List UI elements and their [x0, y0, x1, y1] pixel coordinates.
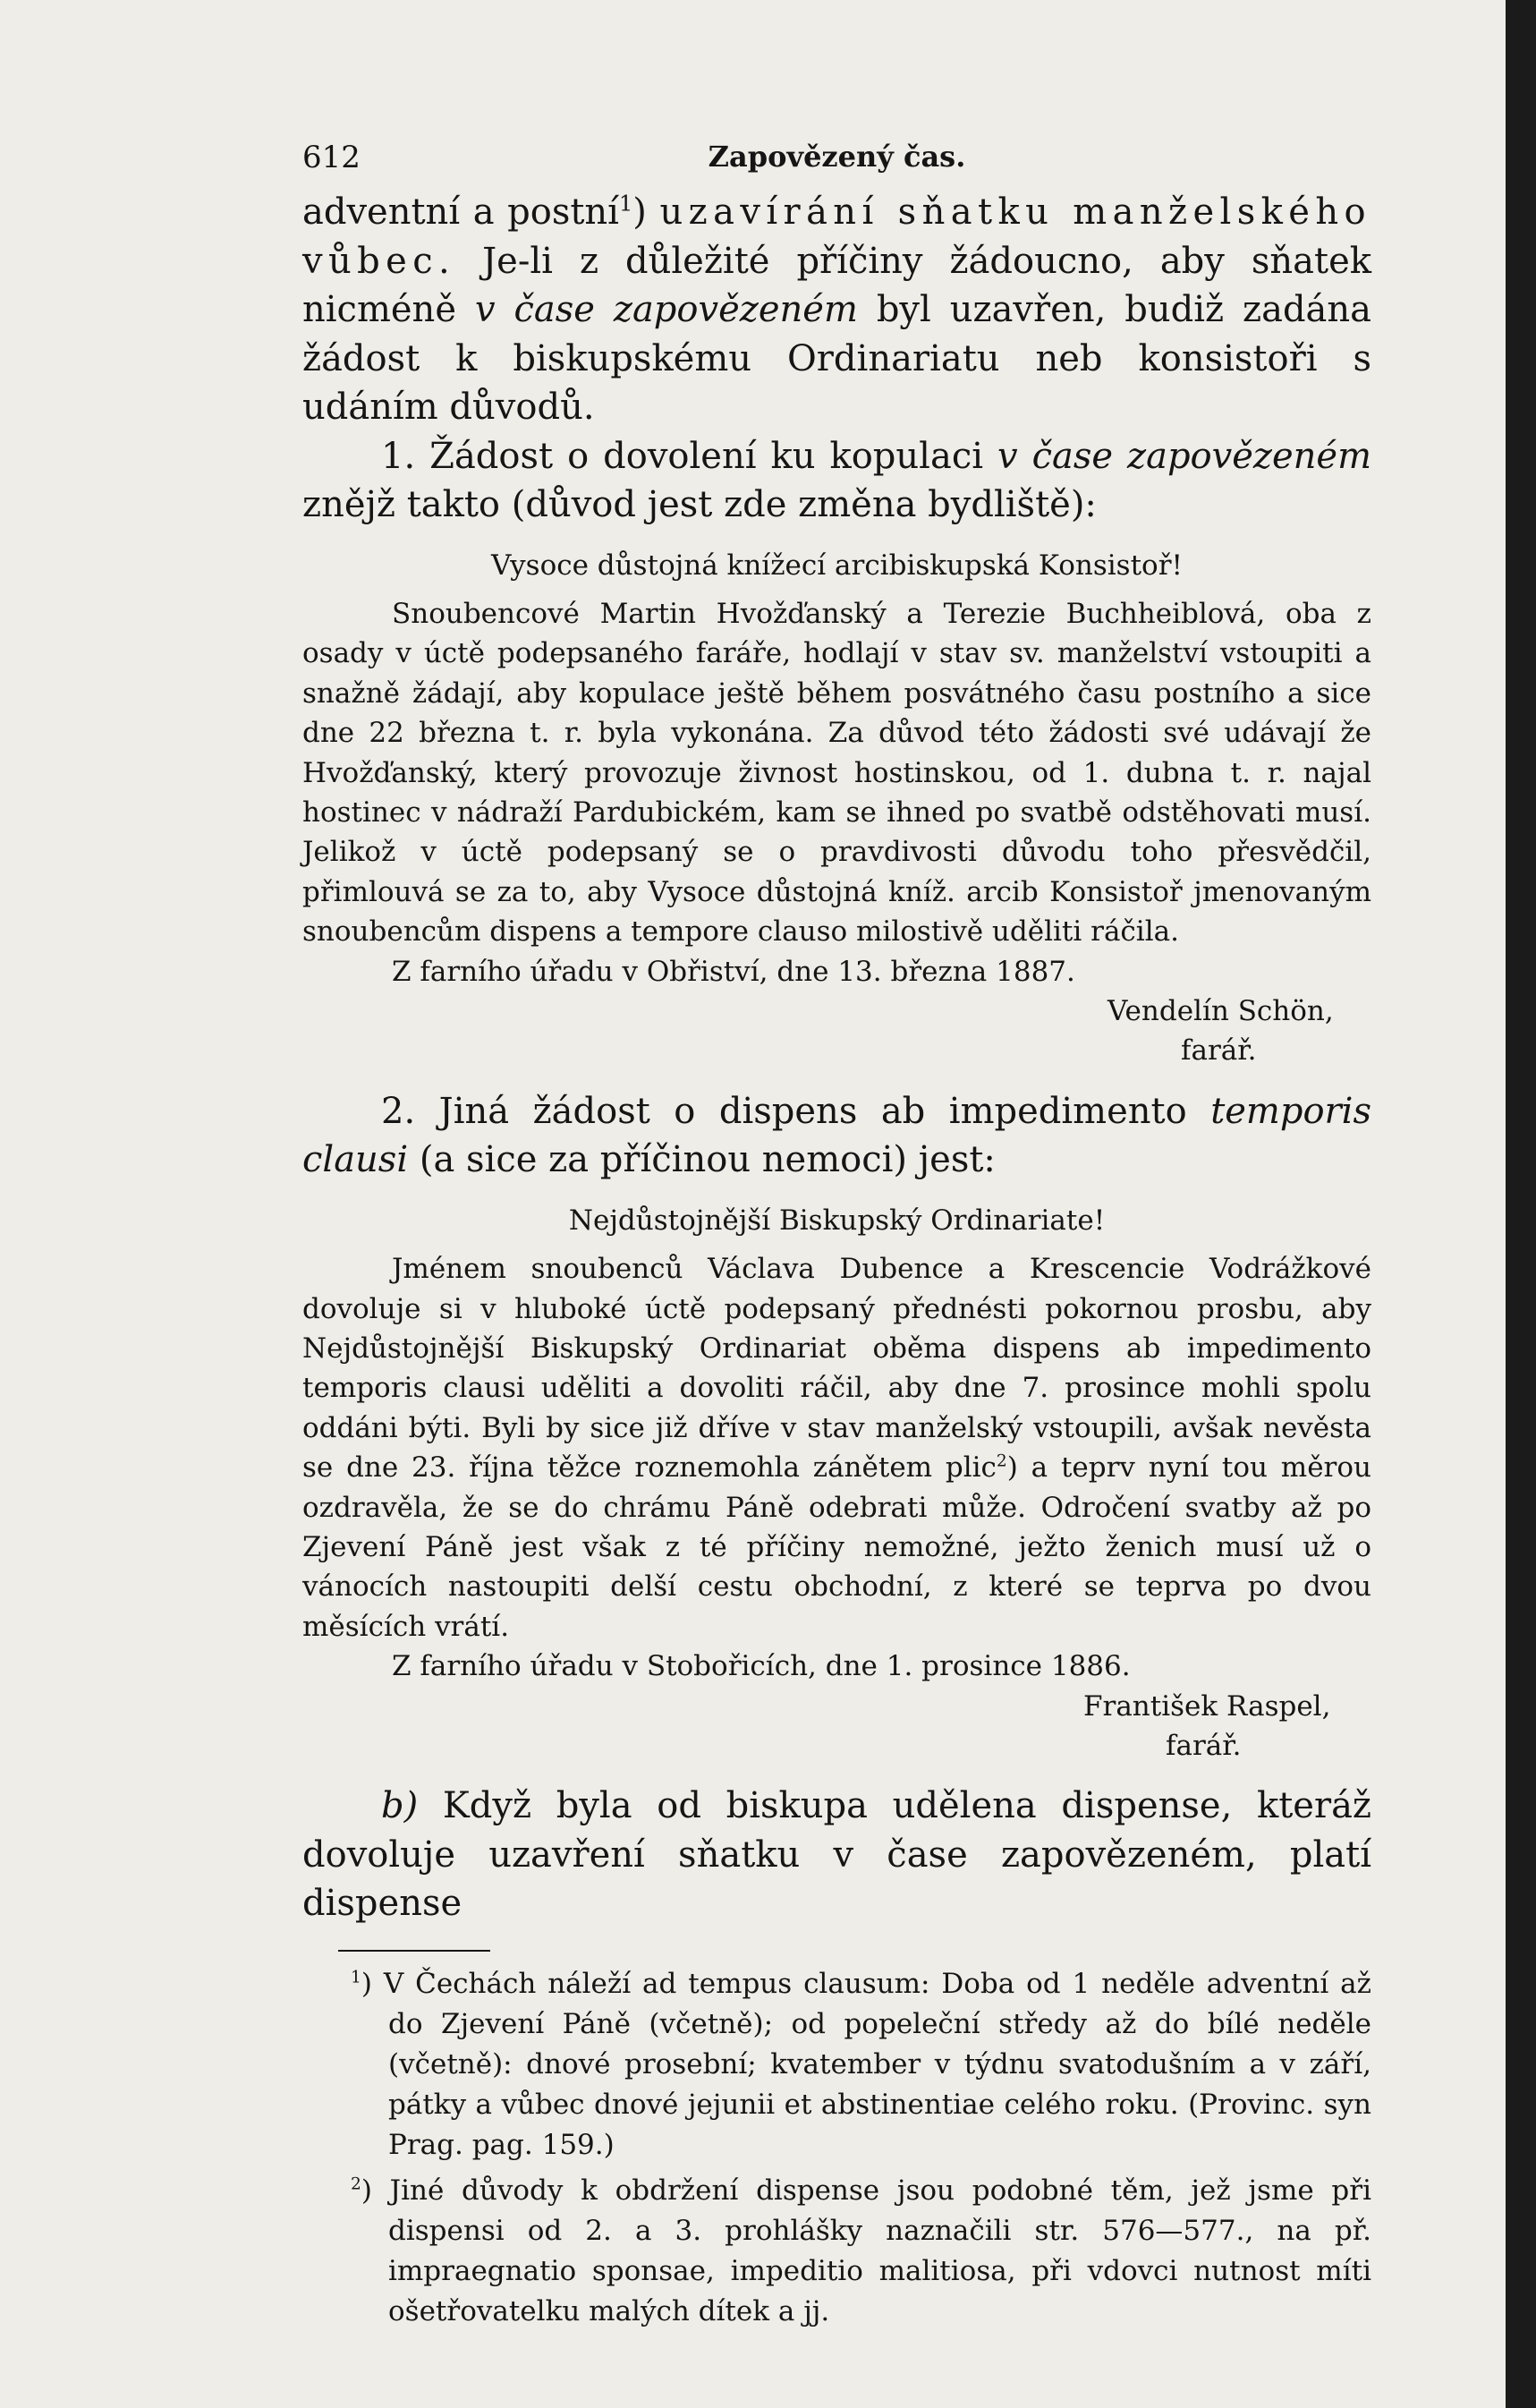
paragraph-b-label: b) — [381, 1785, 419, 1827]
footnote-1-mark: 1 — [351, 1968, 361, 1987]
paragraph-b-text: Když byla od biskupa udělena dispense, kteráž dovoluje uzavření sňatku v čase zapovězeném, platí dispense — [302, 1785, 1371, 1925]
letter-1-salutation: Vysoce důstojná knížecí arcibiskupská Konsistoř! — [491, 549, 1183, 582]
footnote-1 — [302, 1964, 1371, 2165]
running-header — [302, 134, 1371, 188]
letter-2-body-b: ) a teprv nyní tou měrou ozdravěla, že se do chrámu Páně odebrati může. Odročení svatby až po Zjevení Páně jest však z té příčiny nemožné, ježto ženich musí už o vánocích nastoupiti delší cestu obchodní, z které se teprva po dvou měsících vrátí. — [302, 1451, 1371, 1643]
letter-2-body — [302, 1249, 1371, 1646]
intro-text-b: Je-li z důležité příčiny žádoucno, aby sňatek nicméně — [302, 240, 1371, 330]
item-1-paragraph — [302, 432, 1371, 530]
footnote-2-mark: 2 — [351, 2174, 361, 2194]
letter-1-signer: Vendelín Schön, — [1107, 994, 1334, 1027]
intro-text-a: adventní a postní — [302, 191, 619, 233]
letter-2-body-a: Jménem snoubenců Václava Dubence a Krescencie Vodrážkové dovoluje si v hluboké úctě podepsaný přednésti pokornou prosbu, aby Nejdůstojnější Biskupský Ordinariat oběma dispens ab impedimento temporis clausi uděliti a dovoliti ráčil, aby dne 7. prosince mohli spolu oddáni býti. Byli by sice již dříve v stav manželský vstoupili, avšak nevěsta se dne 23. října těžce roznemohla zánětem plic — [302, 1253, 1371, 1485]
footnote-ref-2: 2 — [996, 1451, 1007, 1471]
footnote-rule — [338, 1950, 490, 1952]
running-title: Zapovězený čas. — [708, 140, 966, 174]
text-column — [302, 134, 1371, 2332]
item-1-text-b: znějž takto (důvod jest zde změna bydliště): — [302, 484, 1097, 525]
letter-2-signer: František Raspel, — [1083, 1689, 1331, 1723]
footnote-2-text: ) Jiné důvody k obdržení dispense jsou podobné těm, jež jsme při dispensi od 2. a 3. prohlášky naznačili str. 576—577., na př. impraegnatio sponsae, impeditio malitiosa, při vdovci nutnost míti ošetřovatelku malých dítek a jj. — [361, 2174, 1371, 2327]
paragraph-b — [302, 1782, 1371, 1928]
item-2-text-b: (a sice za příčinou nemoci) jest: — [408, 1139, 996, 1181]
letter-2-salutation: Nejdůstojnější Biskupský Ordinariate! — [568, 1204, 1106, 1237]
footnote-1-text: ) V Čechách náleží ad tempus clausum: Doba od 1 neděle adventní až do Zjevení Páně (včetně); od popeleční středy až do bílé neděle (včetně): dnové prosební; kvatember v týdnu svatodušním a v září, pátky a vůbec dnové jejunii et abstinentiae celého roku. (Provinc. syn Prag. pag. 159.) — [361, 1967, 1371, 2161]
item-2-paragraph — [302, 1087, 1371, 1185]
item-2-italic: temporis clausi — [302, 1090, 1371, 1181]
intro-italic: v čase zapovězeném — [474, 289, 858, 330]
footnote-ref-1: 1 — [618, 191, 633, 217]
scan-edge — [1506, 0, 1536, 2408]
footnote-2 — [302, 2171, 1371, 2332]
page-number: 612 — [302, 140, 361, 175]
intro-text-c: byl uzavřen, budiž zadána žádost k biskupskému Ordinariatu neb konsistoři s udáním důvodů. — [302, 289, 1372, 428]
letter-2-date: Z farního úřadu v Stobořicích, dne 1. prosince 1886. — [392, 1650, 1131, 1683]
item-2-text-a: 2. Jiná žádost o dispens ab impedimento — [381, 1090, 1211, 1132]
item-1-text-a: 1. Žádost o dovolení ku kopulaci — [381, 435, 997, 477]
letter-1-signer-title: farář. — [1181, 1034, 1257, 1068]
intro-paren: ) — [632, 191, 660, 233]
letter-1-date: Z farního úřadu v Obřiství, dne 13. března 1887. — [392, 955, 1075, 988]
item-1-italic: v čase zapovězeném — [997, 435, 1372, 477]
letter-1-body: Snoubencové Martin Hvožďanský a Terezie Buchheiblová, oba z osady v úctě podepsaného faráře, hodlají v stav sv. manželství vstoupiti a snažně žádají, aby kopulace ještě během posvátného času postního a sice dne 22 března t. r. byla vykonána. Za důvod této žádosti své udávají že Hvožďanský, který provozuje živnost hostinskou, od 1. dubna t. r. najal hostinec v nádraží Pardubickém, kam se ihned po svatbě odstěhovati musí. Jelikož v úctě podepsaný se o pravdivosti důvodu toho přesvědčil, přimlouvá se za to, aby Vysoce důstojná kníž. arcib Konsistoř jmenovaným snoubencům dispens a tempore clauso milostivě uděliti ráčila. — [302, 597, 1371, 949]
intro-paragraph — [302, 188, 1371, 432]
letter-2-signer-title: farář. — [1166, 1730, 1242, 1763]
intro-spaced-text: uzavírání sňatku manželského vůbec. — [302, 191, 1372, 282]
